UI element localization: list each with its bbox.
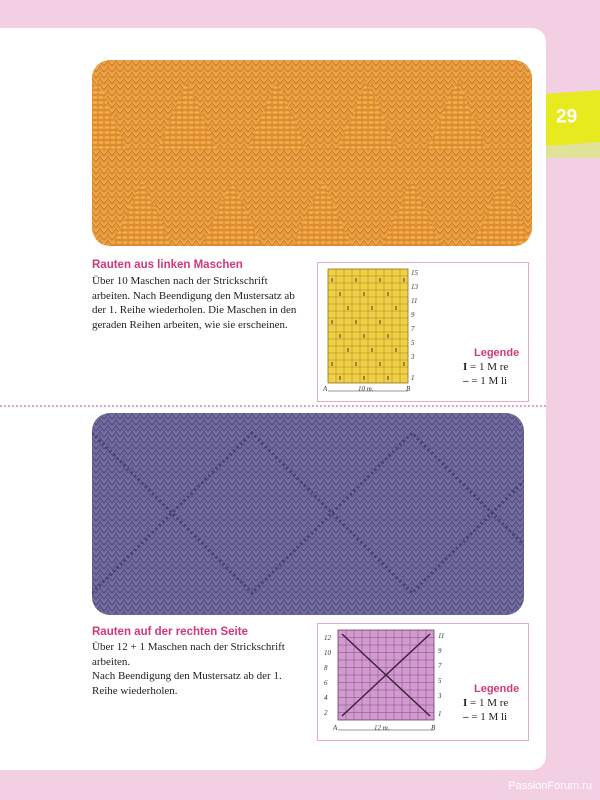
chart2-row-label-left: 4 (324, 694, 328, 702)
chart1-corner-label: B (406, 385, 411, 393)
pattern1-legend-purl (463, 375, 507, 387)
chart1-row-label: 7 (411, 325, 415, 333)
chart1-row-label: 13 (411, 283, 418, 291)
pattern2-chart-frame (317, 623, 529, 741)
knit-description: = 1 M re (470, 361, 509, 373)
purl-symbol: – (463, 375, 469, 387)
chart1-row-label: 3 (411, 353, 415, 361)
purl-symbol: – (463, 711, 469, 723)
chart1-row-label: 11 (411, 297, 418, 305)
page-number: 29 (556, 106, 578, 128)
pattern1-title: Rauten aus linken Maschen (92, 259, 243, 271)
page-number-tab (546, 90, 600, 146)
pattern1-legend-knit (463, 361, 508, 373)
chart2-row-label-right: 3 (438, 692, 442, 700)
chart2-row-label-left: 8 (324, 664, 328, 672)
chart1-row-label: 15 (411, 269, 418, 277)
section-divider (0, 405, 546, 407)
chart2-row-label-left: 10 (324, 649, 331, 657)
pattern2-instructions-line: Nach Beendigung den Mustersatz ab der 1. Reihe wiederholen. (92, 670, 282, 697)
chart2-row-label-right: 9 (438, 647, 442, 655)
pattern1-chart-frame (317, 262, 529, 402)
purl-description: = 1 M li (471, 711, 508, 723)
pattern1-instructions: Über 10 Maschen nach der Strickschrift arbeiten. Nach Beendigung den Mustersatz ab der 1. Reihe wiederholen. Die Maschen in den geraden Reihen arbeiten, wie sie erscheinen. (92, 275, 297, 331)
purl-description: = 1 M li (471, 375, 508, 387)
pattern2-instructions (92, 640, 304, 698)
chart2-row-label-left: 6 (324, 679, 328, 687)
chart2-width-label: 12 m. (374, 724, 390, 732)
pattern2-legend-title: Legende (474, 683, 520, 695)
chart2-row-label-right: 11 (438, 632, 445, 640)
pattern1-legend-title: Legende (474, 347, 520, 359)
chart2-corner-label: A (333, 724, 338, 732)
knit-symbol: I (463, 697, 468, 709)
knit-symbol: I (463, 361, 468, 373)
pattern2-legend-purl (463, 711, 507, 723)
chart1-row-label: 9 (411, 311, 415, 319)
pattern2-instructions-line: Über 12 + 1 Maschen nach der Strickschrift arbeiten. (92, 641, 285, 668)
pattern2-title: Rauten auf der rechten Seite (92, 626, 248, 638)
knit-description: = 1 M re (470, 697, 509, 709)
site-watermark: PassionForum.ru (508, 780, 592, 792)
chart1-row-label: 1 (411, 374, 415, 382)
chart2-row-label-left: 2 (324, 709, 328, 717)
chart1-width-label: 10 m. (358, 385, 374, 393)
knit-swatch-orange (92, 60, 532, 246)
chart2-row-label-right: 7 (438, 662, 442, 670)
chart1-corner-label: A (323, 385, 328, 393)
chart2-row-label-right: 1 (438, 710, 442, 718)
knit-swatch-purple (92, 413, 524, 615)
chart2-corner-label: B (431, 724, 436, 732)
chart2-row-label-right: 5 (438, 677, 442, 685)
chart2-row-label-left: 12 (324, 634, 331, 642)
pattern2-legend-knit (463, 697, 508, 709)
chart1-row-label: 5 (411, 339, 415, 347)
